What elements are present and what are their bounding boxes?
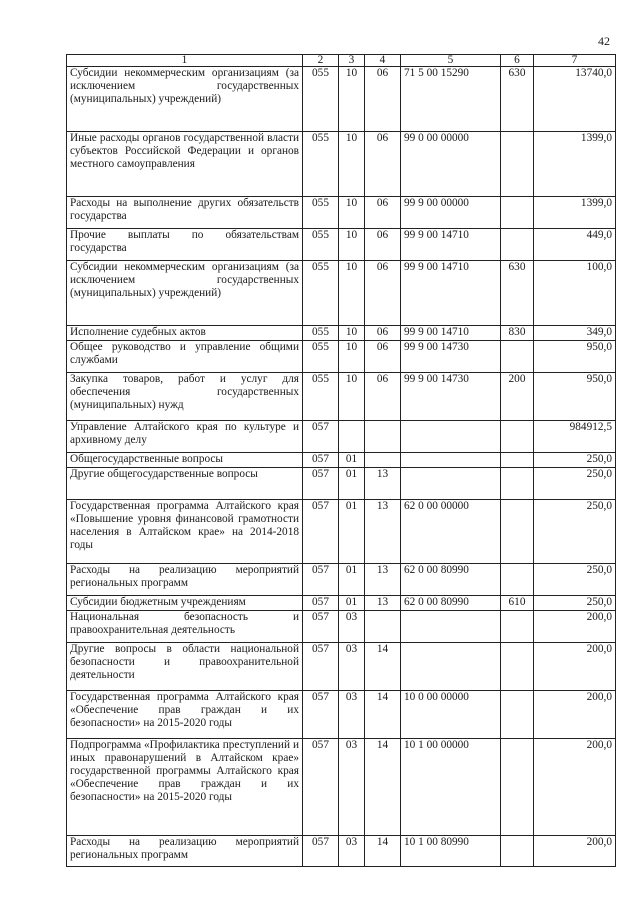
row-amount: 1399,0 [534, 132, 616, 197]
table-row [67, 341, 616, 373]
table-row [67, 261, 616, 326]
row-code-target: 10 0 00 00000 [401, 691, 501, 739]
row-code-expense-type [501, 453, 534, 468]
row-code-expense-type [501, 132, 534, 197]
row-description: Расходы на реализацию мероприятий региональных программ [67, 564, 303, 596]
table-row [67, 67, 616, 132]
row-code-ministry: 057 [303, 596, 339, 611]
row-code-target: 62 0 00 80990 [401, 596, 501, 611]
row-code-section: 10 [339, 326, 365, 341]
row-code-section: 03 [339, 836, 365, 867]
row-description: Исполнение судебных актов [67, 326, 303, 341]
row-description: Субсидии некоммерческим организациям (за исключением государственных (муниципальных) учреждений) [67, 67, 303, 132]
row-amount: 250,0 [534, 564, 616, 596]
row-code-expense-type [501, 500, 534, 564]
row-code-expense-type [501, 341, 534, 373]
row-code-ministry: 057 [303, 691, 339, 739]
table-row [67, 229, 616, 261]
table-row [67, 691, 616, 739]
row-amount: 200,0 [534, 836, 616, 867]
row-code-subsection: 06 [365, 229, 401, 261]
row-description: Иные расходы органов государственной власти субъектов Российской Федерации и органов местного самоуправления [67, 132, 303, 197]
header-col-1: 1 [67, 55, 303, 67]
row-code-subsection: 13 [365, 468, 401, 500]
row-code-ministry: 055 [303, 229, 339, 261]
row-code-expense-type [501, 691, 534, 739]
row-code-expense-type: 630 [501, 67, 534, 132]
row-code-section: 10 [339, 373, 365, 421]
row-amount: 449,0 [534, 229, 616, 261]
row-amount: 200,0 [534, 643, 616, 691]
row-code-expense-type [501, 197, 534, 229]
row-code-section: 10 [339, 261, 365, 326]
row-code-section: 03 [339, 611, 365, 643]
row-description: Управление Алтайского края по культуре и архивному делу [67, 421, 303, 453]
row-description: Прочие выплаты по обязательствам государства [67, 229, 303, 261]
header-col-4: 4 [365, 55, 401, 67]
row-code-ministry: 055 [303, 261, 339, 326]
row-description: Общее руководство и управление общими службами [67, 341, 303, 373]
row-code-target: 99 9 00 14710 [401, 326, 501, 341]
row-code-ministry: 055 [303, 341, 339, 373]
row-code-subsection: 13 [365, 564, 401, 596]
row-code-section: 10 [339, 132, 365, 197]
row-code-subsection: 14 [365, 691, 401, 739]
budget-table [66, 54, 616, 867]
row-code-section: 10 [339, 67, 365, 132]
table-row [67, 611, 616, 643]
row-description: Расходы на выполнение других обязательств государства [67, 197, 303, 229]
row-code-section: 03 [339, 691, 365, 739]
row-code-ministry: 055 [303, 326, 339, 341]
row-code-expense-type [501, 836, 534, 867]
row-description: Государственная программа Алтайского края «Обеспечение прав граждан и их безопасности» на 2015-2020 годы [67, 691, 303, 739]
row-code-ministry: 057 [303, 643, 339, 691]
row-code-ministry: 057 [303, 564, 339, 596]
table-row [67, 373, 616, 421]
row-description: Подпрограмма «Профилактика преступлений и иных правонарушений в Алтайском крае» государственной программы Алтайского края «Обеспечение прав граждан и их безопасности» на 2015-2020 годы [67, 739, 303, 836]
row-code-target [401, 611, 501, 643]
row-code-target [401, 453, 501, 468]
table-row [67, 326, 616, 341]
row-code-expense-type: 830 [501, 326, 534, 341]
row-code-target: 71 5 00 15290 [401, 67, 501, 132]
row-amount: 250,0 [534, 453, 616, 468]
row-description: Другие вопросы в области национальной безопасности и правоохранительной деятельности [67, 643, 303, 691]
page-number: 42 [598, 34, 610, 48]
row-code-target [401, 643, 501, 691]
table-row [67, 197, 616, 229]
row-code-section: 01 [339, 596, 365, 611]
header-col-5: 5 [401, 55, 501, 67]
row-code-section: 01 [339, 564, 365, 596]
table-row [67, 739, 616, 836]
row-description: Субсидии некоммерческим организациям (за исключением государственных (муниципальных) учреждений) [67, 261, 303, 326]
row-code-target: 99 9 00 00000 [401, 197, 501, 229]
row-code-target [401, 468, 501, 500]
row-code-target: 10 1 00 80990 [401, 836, 501, 867]
row-code-target: 99 9 00 14710 [401, 261, 501, 326]
row-code-ministry: 057 [303, 611, 339, 643]
row-code-ministry: 057 [303, 836, 339, 867]
row-amount: 984912,5 [534, 421, 616, 453]
row-code-subsection: 06 [365, 261, 401, 326]
row-code-ministry: 057 [303, 500, 339, 564]
row-code-expense-type [501, 611, 534, 643]
row-code-subsection: 06 [365, 132, 401, 197]
header-col-2: 2 [303, 55, 339, 67]
row-code-expense-type [501, 229, 534, 261]
table-row [67, 453, 616, 468]
row-code-subsection: 06 [365, 326, 401, 341]
row-code-subsection: 14 [365, 643, 401, 691]
row-description: Субсидии бюджетным учреждениям [67, 596, 303, 611]
header-col-6: 6 [501, 55, 534, 67]
table-row [67, 564, 616, 596]
row-code-target: 10 1 00 00000 [401, 739, 501, 836]
row-code-section [339, 421, 365, 453]
row-amount: 100,0 [534, 261, 616, 326]
row-description: Другие общегосударственные вопросы [67, 468, 303, 500]
row-code-subsection [365, 611, 401, 643]
row-code-target: 99 9 00 14710 [401, 229, 501, 261]
header-col-3: 3 [339, 55, 365, 67]
row-code-section: 01 [339, 500, 365, 564]
row-code-ministry: 055 [303, 132, 339, 197]
table-row [67, 596, 616, 611]
row-code-ministry: 055 [303, 197, 339, 229]
row-code-section: 10 [339, 341, 365, 373]
table-row [67, 421, 616, 453]
row-code-expense-type: 630 [501, 261, 534, 326]
row-code-expense-type [501, 564, 534, 596]
row-code-section: 10 [339, 229, 365, 261]
row-code-expense-type [501, 468, 534, 500]
row-code-expense-type [501, 643, 534, 691]
row-code-target: 99 9 00 14730 [401, 373, 501, 421]
row-code-subsection: 06 [365, 197, 401, 229]
row-code-section: 03 [339, 739, 365, 836]
row-amount: 250,0 [534, 468, 616, 500]
row-code-expense-type [501, 739, 534, 836]
table-row [67, 500, 616, 564]
row-code-expense-type [501, 421, 534, 453]
row-amount: 200,0 [534, 611, 616, 643]
row-code-expense-type: 610 [501, 596, 534, 611]
row-code-ministry: 057 [303, 739, 339, 836]
row-code-expense-type: 200 [501, 373, 534, 421]
row-amount: 1399,0 [534, 197, 616, 229]
row-code-ministry: 057 [303, 421, 339, 453]
row-description: Национальная безопасность и правоохранительная деятельность [67, 611, 303, 643]
table-row [67, 132, 616, 197]
row-amount: 250,0 [534, 596, 616, 611]
table-header-row [67, 55, 616, 67]
table-row [67, 836, 616, 867]
row-amount: 200,0 [534, 691, 616, 739]
row-code-subsection: 14 [365, 739, 401, 836]
row-code-subsection [365, 453, 401, 468]
row-amount: 13740,0 [534, 67, 616, 132]
row-code-target: 99 0 00 00000 [401, 132, 501, 197]
row-code-target [401, 421, 501, 453]
header-col-7: 7 [534, 55, 616, 67]
row-description: Государственная программа Алтайского края «Повышение уровня финансовой грамотности населения в Алтайском крае» на 2014-2018 годы [67, 500, 303, 564]
table-row [67, 468, 616, 500]
row-code-section: 01 [339, 468, 365, 500]
row-code-ministry: 055 [303, 373, 339, 421]
row-code-subsection: 06 [365, 341, 401, 373]
row-code-section: 03 [339, 643, 365, 691]
row-amount: 250,0 [534, 500, 616, 564]
row-code-target: 62 0 00 00000 [401, 500, 501, 564]
row-description: Закупка товаров, работ и услуг для обеспечения государственных (муниципальных) нужд [67, 373, 303, 421]
row-description: Общегосударственные вопросы [67, 453, 303, 468]
row-code-subsection [365, 421, 401, 453]
row-code-target: 62 0 00 80990 [401, 564, 501, 596]
row-code-ministry: 055 [303, 67, 339, 132]
row-code-ministry: 057 [303, 468, 339, 500]
row-code-ministry: 057 [303, 453, 339, 468]
row-code-subsection: 06 [365, 373, 401, 421]
row-code-subsection: 13 [365, 596, 401, 611]
row-code-section: 10 [339, 197, 365, 229]
table-row [67, 643, 616, 691]
row-amount: 950,0 [534, 373, 616, 421]
row-amount: 950,0 [534, 341, 616, 373]
row-amount: 200,0 [534, 739, 616, 836]
row-code-section: 01 [339, 453, 365, 468]
row-code-subsection: 13 [365, 500, 401, 564]
row-code-subsection: 14 [365, 836, 401, 867]
row-code-target: 99 9 00 14730 [401, 341, 501, 373]
row-amount: 349,0 [534, 326, 616, 341]
row-code-subsection: 06 [365, 67, 401, 132]
row-description: Расходы на реализацию мероприятий региональных программ [67, 836, 303, 867]
